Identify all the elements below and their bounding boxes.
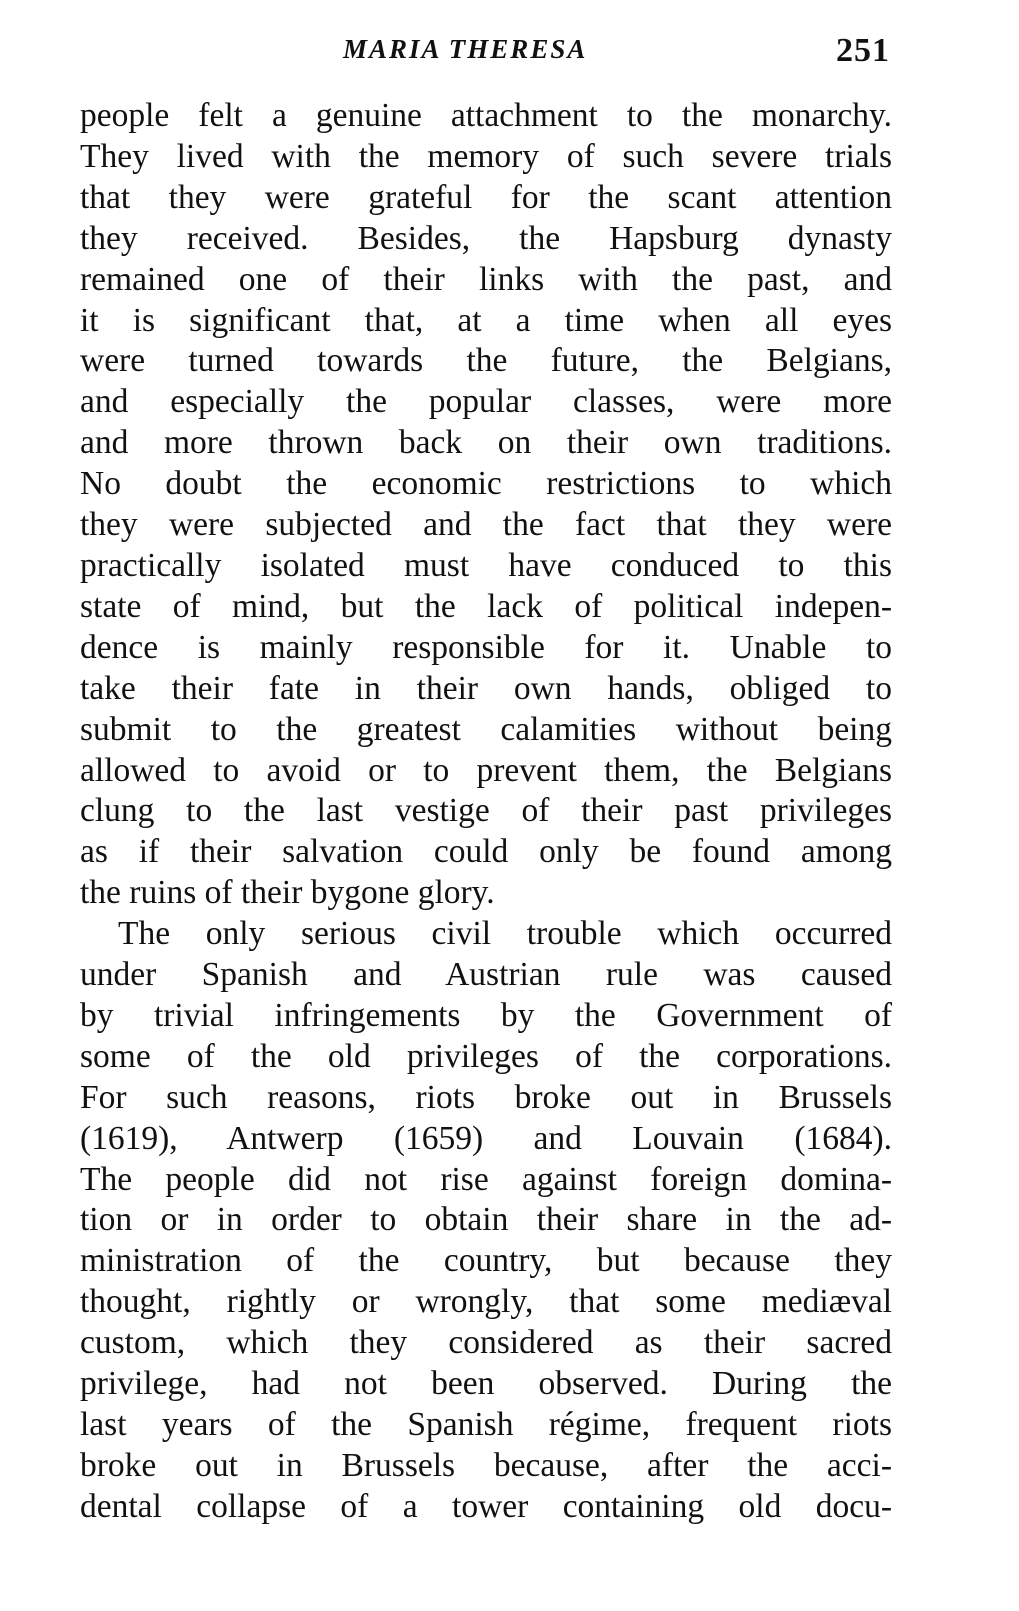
text-line: some of the old privileges of the corporations. [80, 1037, 892, 1075]
body-text [80, 96, 892, 1528]
paragraph-1 [80, 96, 892, 914]
text-line: they were subjected and the fact that they were [80, 506, 892, 544]
text-line: dence is mainly responsible for it. Unable to [80, 628, 892, 666]
text-line: practically isolated must have conduced to this [80, 546, 892, 584]
text-line: tion or in order to obtain their share in the ad- [80, 1201, 892, 1239]
text-line: the ruins of their bygone glory. [80, 874, 495, 912]
text-line: The only serious civil trouble which occurred [118, 915, 892, 953]
page-number: 251 [836, 32, 890, 69]
text-line: They lived with the memory of such severe trials [80, 137, 892, 175]
text-line: For such reasons, riots broke out in Brussels [80, 1078, 892, 1116]
text-line: privilege, had not been observed. During the [80, 1365, 892, 1403]
running-head [0, 34, 1019, 78]
text-line: thought, rightly or wrongly, that some mediæval [80, 1283, 892, 1321]
text-line: custom, which they considered as their sacred [80, 1324, 892, 1362]
running-title: MARIA THERESA [343, 34, 588, 64]
text-line: and more thrown back on their own traditions. [80, 424, 892, 462]
text-line: last years of the Spanish régime, frequent riots [80, 1406, 892, 1443]
text-line: were turned towards the future, the Belgians, [80, 342, 892, 380]
text-line: remained one of their links with the past, and [80, 260, 892, 298]
paragraph-2 [80, 914, 892, 1528]
text-line: clung to the last vestige of their past privileges [80, 792, 892, 830]
text-line: as if their salvation could only be found among [80, 833, 892, 871]
text-line: dental collapse of a tower containing old docu- [80, 1487, 892, 1525]
text-line: people felt a genuine attachment to the monarchy. [80, 97, 892, 134]
text-line: take their fate in their own hands, obliged to [80, 669, 892, 707]
text-line: by trivial infringements by the Government of [80, 996, 892, 1034]
text-line: they received. Besides, the Hapsburg dynasty [80, 219, 892, 257]
text-line: (1619), Antwerp (1659) and Louvain (1684). [80, 1119, 892, 1157]
text-line: The people did not rise against foreign domina- [80, 1160, 892, 1198]
text-line: ministration of the country, but because they [80, 1242, 892, 1280]
text-line: No doubt the economic restrictions to which [80, 465, 892, 503]
text-line: submit to the greatest calamities without being [80, 710, 892, 748]
text-line: allowed to avoid or to prevent them, the Belgians [80, 751, 892, 789]
text-line: that they were grateful for the scant attention [80, 178, 892, 216]
text-line: and especially the popular classes, were more [80, 383, 892, 421]
text-line: it is significant that, at a time when all eyes [80, 301, 892, 339]
text-line: under Spanish and Austrian rule was caused [80, 956, 892, 994]
text-line: broke out in Brussels because, after the acci- [80, 1446, 892, 1484]
text-line: state of mind, but the lack of political indepen- [80, 587, 892, 625]
